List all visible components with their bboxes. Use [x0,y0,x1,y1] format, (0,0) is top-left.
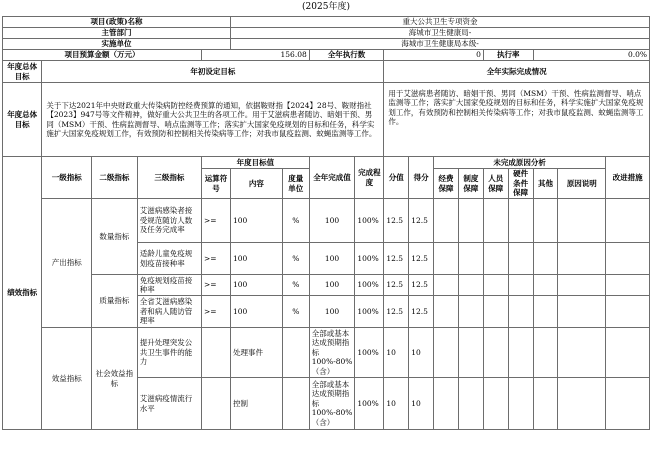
perf-side-label: 绩效指标 [3,157,42,430]
reason-cell [508,378,533,430]
header-level3: 三级指标 [137,157,201,199]
project-label: 项目(政策)名称 [3,17,231,28]
indicator-got: 12.5 [409,275,434,296]
initial-goal-text: 关于下达2021年中央财政重大传染病防控经费预算的通知，依据鞍财指【2024】28号、鞍财指社【2023】947号等文件精神，做好重大公共卫生的各项工作。用于艾滋病患者随访、暗娼干预、男同（MSM）干预、性病监测督导、哨点监测等工作；落实扩大国家免疫规划的目标和任务，科学实施扩大国家免疫规划工作，有效预防和控制相关传染病等工作；对我市鼠疫监测、蚊蝇监测等工作。 [42,83,384,157]
exec-value: 0 [384,50,484,61]
indicator-degree: 100% [355,199,384,243]
indicator-score: 10 [384,378,409,430]
indicator-score: 12.5 [384,275,409,296]
reason-cell [458,328,483,378]
reason-cell [533,328,558,378]
indicator-full: 全部或基本达成预期指标100%-80%（含） [309,378,355,430]
performance-table [2,0,650,430]
reason-cell [483,199,508,243]
indicator-content: 100 [231,243,283,275]
indicator-got: 10 [409,378,434,430]
header-level1: 一级指标 [42,157,92,199]
reason-cell [483,328,508,378]
indicator-score: 12.5 [384,243,409,275]
fix-cell [606,328,650,378]
indicator-got: 12.5 [409,199,434,243]
header-r1: 经费保障 [434,169,459,199]
fix-cell [606,199,650,243]
indicator-full: 100 [309,275,355,296]
reason-cell [434,328,459,378]
actual-goal-text: 用于艾滋病患者随访、暗娼干预、男同（MSM）干预、性病监测督导、哨点监测等工作；落实扩大国家免疫规划的目标和任务，科学实施扩大国家免疫规划工作，有效预防和控制相关传染病等工作；对我市鼠疫监测、蚊蝇监测等工作。 [384,83,650,157]
header-degree: 完成程度 [355,157,384,199]
reason-cell [558,199,606,243]
header-reason-group: 未完成原因分析 [434,157,606,169]
indicator-unit: % [282,275,309,296]
reason-cell [533,243,558,275]
indicator-unit: % [282,199,309,243]
indicator-score: 12.5 [384,199,409,243]
indicator-degree: 100% [355,328,384,378]
header-r5: 其他 [533,169,558,199]
reason-cell [508,296,533,328]
indicator-op: >= [201,296,230,328]
header-score: 分值 [384,157,409,199]
reason-cell [483,243,508,275]
indicator-content: 处理事件 [231,328,283,378]
indicator-unit: % [282,243,309,275]
year-title: (2025年度) [3,0,650,17]
reason-cell [558,296,606,328]
indicator-name: 提升处理突发公共卫生事件的能力 [137,328,201,378]
group-benefit: 效益指标 [42,328,92,430]
indicator-content: 控制 [231,378,283,430]
reason-cell [458,199,483,243]
group-quality: 质量指标 [92,275,138,328]
reason-cell [458,296,483,328]
reason-cell [458,275,483,296]
reason-cell [458,243,483,275]
indicator-content: 100 [231,296,283,328]
indicator-score: 10 [384,328,409,378]
indicator-name: 全省艾滋病感染者和病人随访管理率 [137,296,201,328]
initial-goal-header: 年初设定目标 [42,61,384,83]
reason-cell [483,296,508,328]
reason-cell [508,328,533,378]
reason-cell [434,378,459,430]
group-quantity: 数量指标 [92,199,138,275]
fix-cell [606,243,650,275]
reason-cell [483,378,508,430]
dept-label: 主管部门 [3,28,231,39]
goal-side-label: 年度总体目标 [3,83,42,157]
budget-label: 项目预算金额（万元） [3,50,202,61]
impl-value: 海城市卫生健康局本级- [231,39,650,50]
group-social: 社会效益指标 [92,328,138,430]
actual-goal-header: 全年实际完成情况 [384,61,650,83]
header-r3: 人员保障 [483,169,508,199]
indicator-degree: 100% [355,243,384,275]
exec-label: 全年执行数 [309,50,384,61]
header-r2: 制度保障 [458,169,483,199]
indicator-got: 12.5 [409,296,434,328]
header-r6: 原因说明 [558,169,606,199]
reason-cell [558,328,606,378]
indicator-content: 100 [231,275,283,296]
header-target-group: 年度目标值 [201,157,309,169]
reason-cell [508,199,533,243]
indicator-full: 全部或基本达成预期指标100%-80%（含） [309,328,355,378]
reason-cell [533,296,558,328]
fix-cell [606,378,650,430]
indicator-content: 100 [231,199,283,243]
reason-cell [434,275,459,296]
reason-cell [434,199,459,243]
reason-cell [483,275,508,296]
fix-cell [606,296,650,328]
dept-value: 海城市卫生健康局- [231,28,650,39]
reason-cell [558,275,606,296]
header-r4: 硬件条件保障 [508,169,533,199]
header-content: 内容 [231,169,283,199]
indicator-full: 100 [309,199,355,243]
group-output: 产出指标 [42,199,92,328]
indicator-unit: % [282,296,309,328]
indicator-op: >= [201,199,230,243]
indicator-got: 10 [409,328,434,378]
header-level2: 二级指标 [92,157,138,199]
reason-cell [558,378,606,430]
reason-cell [533,199,558,243]
goal-side-label-top: 年度总体目标 [3,61,42,83]
indicator-degree: 100% [355,296,384,328]
indicator-unit [282,378,309,430]
indicator-op: >= [201,275,230,296]
indicator-unit [282,328,309,378]
indicator-name: 艾滋病感染者接受规范随访人数及任务完成率 [137,199,201,243]
header-fix: 改进措施 [606,157,650,199]
indicator-full: 100 [309,296,355,328]
reason-cell [558,243,606,275]
indicator-op [201,328,230,378]
reason-cell [508,275,533,296]
budget-value: 156.08 [201,50,309,61]
reason-cell [434,243,459,275]
reason-cell [458,378,483,430]
reason-cell [508,243,533,275]
reason-cell [533,275,558,296]
indicator-score: 12.5 [384,296,409,328]
rate-label: 执行率 [483,50,533,61]
impl-label: 实施单位 [3,39,231,50]
indicator-degree: 100% [355,275,384,296]
header-got: 得分 [409,157,434,199]
header-unit: 度量单位 [282,169,309,199]
indicator-name: 免疫规划疫苗接种率 [137,275,201,296]
rate-value: 0.0% [533,50,649,61]
indicator-op: >= [201,243,230,275]
header-full-year: 全年完成值 [309,157,355,199]
indicator-got: 12.5 [409,243,434,275]
indicator-name: 适龄儿童免疫规划疫苗接种率 [137,243,201,275]
indicator-full: 100 [309,243,355,275]
reason-cell [533,378,558,430]
indicator-op [201,378,230,430]
indicator-name: 艾滋病疫情流行水平 [137,378,201,430]
reason-cell [434,296,459,328]
project-value: 重大公共卫生专项资金 [231,17,650,28]
indicator-degree: 100% [355,378,384,430]
header-op: 运算符号 [201,169,230,199]
fix-cell [606,275,650,296]
